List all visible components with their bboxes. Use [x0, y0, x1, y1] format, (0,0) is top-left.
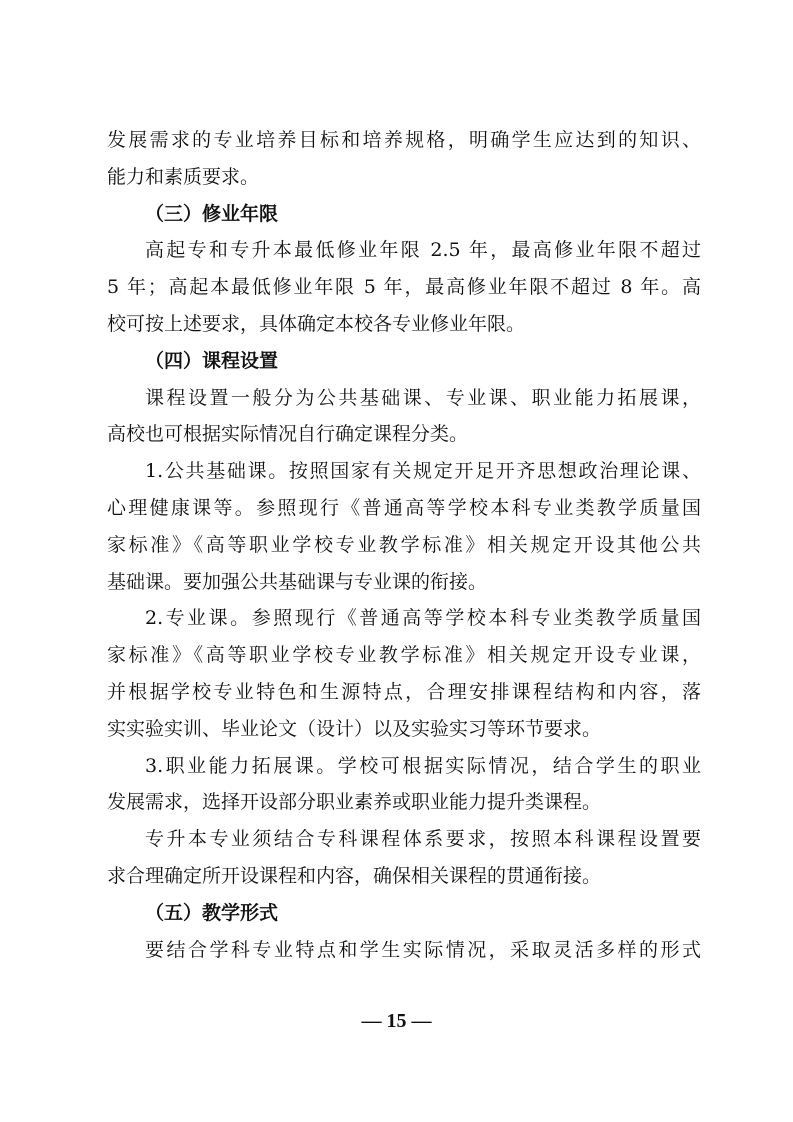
text-line: 2.专业课。参照现行《普通高等学校本科专业类教学质量国: [145, 607, 701, 630]
text-line: 实实验实训、毕业论文（设计）以及实验实习等环节要求。: [107, 717, 602, 740]
text-line: 要结合学科专业特点和学生实际情况，采取灵活多样的形式: [145, 938, 701, 961]
text-line: 家标准》《高等职业学校专业教学标准》相关规定开设其他公共: [107, 533, 701, 556]
text-line: 课程设置一般分为公共基础课、专业课、职业能力拓展课，: [145, 386, 701, 409]
text-line: 5 年；高起本最低修业年限 5 年，最高修业年限不超过 8 年。高: [107, 276, 701, 299]
body-text: [107, 122, 701, 968]
text-line: 3.职业能力拓展课。学校可根据实际情况，结合学生的职业: [145, 754, 701, 777]
text-line: 家标准》《高等职业学校专业教学标准》相关规定开设专业课，: [107, 644, 701, 667]
section-heading: （四）课程设置: [145, 349, 279, 372]
text-line: 发展需求，选择开设部分职业素养或职业能力提升类课程。: [107, 791, 602, 814]
text-line: 高校也可根据实际情况自行确定课程分类。: [107, 423, 469, 446]
text-line: 并根据学校专业特色和生源特点，合理安排课程结构和内容，落: [107, 680, 701, 703]
text-line: 基础课。要加强公共基础课与专业课的衔接。: [107, 570, 488, 593]
section-heading: （五）教学形式: [145, 901, 279, 924]
page-number: — 15 —: [361, 1010, 432, 1032]
text-line: 高起专和专升本最低修业年限 2.5 年，最高修业年限不超过: [145, 239, 701, 262]
text-line: 专升本专业须结合专科课程体系要求，按照本科课程设置要: [145, 828, 701, 851]
text-line: 校可按上述要求，具体确定本校各专业修业年限。: [107, 312, 526, 335]
text-line: 1.公共基础课。按照国家有关规定开足开齐思想政治理论课、: [145, 460, 701, 483]
text-line: 能力和素质要求。: [107, 165, 260, 188]
text-line: 求合理确定所开设课程和内容，确保相关课程的贯通衔接。: [107, 864, 602, 887]
text-line: 心理健康课等。参照现行《普通高等学校本科专业类教学质量国: [107, 496, 701, 519]
text-line: 发展需求的专业培养目标和培养规格，明确学生应达到的知识、: [107, 129, 701, 151]
section-heading: （三）修业年限: [145, 202, 279, 225]
